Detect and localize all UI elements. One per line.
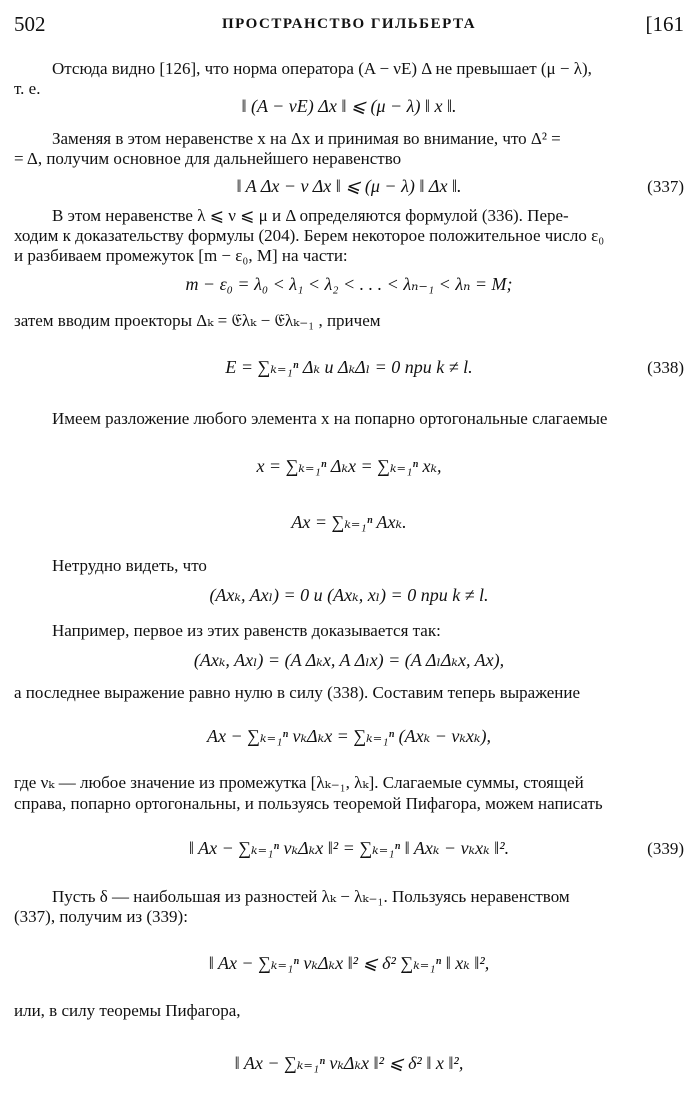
text-line: Например, первое из этих равенств доказывается так: [52,621,441,640]
text-line: Пусть δ — наибольшая из разностей λₖ − λₖ₋₁. Пользуясь неравенством [52,887,570,906]
equation: m − ε₀ = λ₀ < λ₁ < λ₂ < . . . < λₙ₋₁ < λₙ = M; [185,274,513,294]
text-line: затем вводим проекторы Δₖ = 𝔈λₖ − 𝔈λₖ₋₁ , причем [14,311,381,330]
equation: ‖ (A − νE) Δx ‖ ⩽ (μ − λ) ‖ x ‖. [241,96,457,116]
text-line: т. е. [14,79,41,98]
page-header [14,12,684,40]
equation-number: (338) [647,358,684,377]
equation: ‖ Ax − ∑ₖ₌₁ⁿ νₖΔₖx ‖² = ∑ₖ₌₁ⁿ ‖ Axₖ − νₖxₖ ‖². [188,838,510,858]
running-title: ПРОСТРАНСТВО ГИЛЬБЕРТА [221,16,477,32]
section-number: [161 [645,12,684,36]
equation-number: (337) [647,177,684,196]
text-line: Нетрудно видеть, что [52,556,207,575]
text-line: = Δ, получим основное для дальнейшего неравенство [14,149,402,168]
equation: (Axₖ, Axₗ) = 0 и (Axₖ, xₗ) = 0 при k ≠ l. [209,585,489,605]
equation: ‖ Ax − ∑ₖ₌₁ⁿ νₖΔₖx ‖² ⩽ δ² ∑ₖ₌₁ⁿ ‖ xₖ ‖², [208,953,490,973]
text-line: и разбиваем промежуток [m − ε₀, M] на части: [14,246,348,265]
text-line: а последнее выражение равно нулю в силу (338). Составим теперь выражение [14,683,581,702]
text-line: ходим к доказательству формулы (204). Берем некоторое положительное число ε₀ [14,226,605,245]
text-line: или, в силу теоремы Пифагора, [14,1001,241,1020]
equation: x = ∑ₖ₌₁ⁿ Δₖx = ∑ₖ₌₁ⁿ xₖ, [256,456,442,476]
page-number: 502 [14,12,46,36]
equation: Ax = ∑ₖ₌₁ⁿ Axₖ. [291,512,407,532]
equation-number: (339) [647,839,684,858]
equation: ‖ Ax − ∑ₖ₌₁ⁿ νₖΔₖx ‖² ⩽ δ² ‖ x ‖², [234,1053,464,1073]
text-line: Отсюда видно [126], что норма оператора (A − νE) Δ не превышает (μ − λ), [52,59,592,78]
text-line: В этом неравенстве λ ⩽ ν ⩽ μ и Δ определяются формулой (336). Пере- [52,206,569,225]
equation: Ax − ∑ₖ₌₁ⁿ νₖΔₖx = ∑ₖ₌₁ⁿ (Axₖ − νₖxₖ), [207,726,491,746]
text-line: справа, попарно ортогональны, и пользуясь теоремой Пифагора, можем написать [14,794,603,813]
equation: E = ∑ₖ₌₁ⁿ Δₖ и ΔₖΔₗ = 0 при k ≠ l. [225,357,473,377]
text-line: (337), получим из (339): [14,907,188,926]
equation: ‖ A Δx − ν Δx ‖ ⩽ (μ − λ) ‖ Δx ‖. [236,176,462,196]
text-line: где νₖ — любое значение из промежутка [λₖ₋₁, λₖ]. Слагаемые суммы, стоящей [14,773,584,792]
equation: (Axₖ, Axₗ) = (A Δₖx, A Δₗx) = (A ΔₗΔₖx, Ax), [193,650,505,670]
text-line: Заменяя в этом неравенстве x на Δx и принимая во внимание, что Δ² = [52,129,561,148]
text-line: Имеем разложение любого элемента x на попарно ортогональные слагаемые [52,409,608,428]
